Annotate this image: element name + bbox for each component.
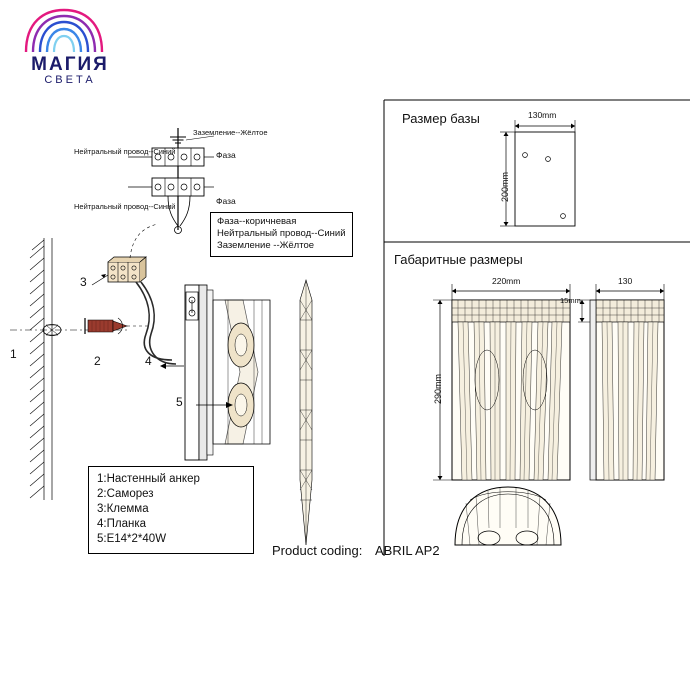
neutral-label-top: Нейтральный провод--Синий bbox=[74, 147, 176, 156]
neutral-label-bottom: Нейтральный провод--Синий bbox=[74, 202, 176, 211]
side-depth-label: 15mm bbox=[560, 296, 581, 305]
legend-item-2: 2:Саморез bbox=[97, 488, 154, 500]
base-height-label: 200mm bbox=[500, 171, 510, 202]
callout-3: 3 bbox=[80, 275, 87, 289]
front-width-label: 220mm bbox=[492, 276, 521, 286]
wiring-note-line-3: Заземление --Жёлтое bbox=[217, 240, 315, 251]
legend-box bbox=[88, 466, 254, 554]
dims-panel-title: Габаритные размеры bbox=[394, 252, 523, 267]
legend-item-5: 5:E14*2*40W bbox=[97, 533, 167, 545]
callout-5: 5 bbox=[176, 395, 183, 409]
side-width-label: 130 bbox=[618, 276, 633, 286]
earth-label: Заземление--Жёлтое bbox=[193, 128, 268, 137]
base-panel-title: Размер базы bbox=[402, 111, 480, 126]
callout-4: 4 bbox=[145, 354, 152, 368]
brand-title: МАГИЯ bbox=[31, 54, 109, 75]
product-coding-label: Product coding: bbox=[272, 543, 363, 558]
phase-label-bottom: Фаза bbox=[216, 196, 236, 206]
brand-subtitle: СВЕТА bbox=[44, 74, 96, 86]
wiring-note-line-2: Нейтральный провод--Синий bbox=[217, 228, 346, 239]
callout-1: 1 bbox=[10, 347, 17, 361]
product-coding-value: ABRIL AP2 bbox=[375, 543, 440, 558]
legend-item-4: 4:Планка bbox=[97, 518, 146, 530]
phase-label-top: Фаза bbox=[216, 150, 236, 160]
legend-item-1: 1:Настенный анкер bbox=[97, 473, 200, 485]
base-width-label: 130mm bbox=[528, 110, 557, 120]
callout-2: 2 bbox=[94, 354, 101, 368]
legend-item-3: 3:Клемма bbox=[97, 503, 149, 515]
wiring-colour-note bbox=[210, 212, 353, 257]
front-height-label: 290mm bbox=[433, 373, 443, 404]
wiring-note-line-1: Фаза--коричневая bbox=[217, 216, 297, 227]
